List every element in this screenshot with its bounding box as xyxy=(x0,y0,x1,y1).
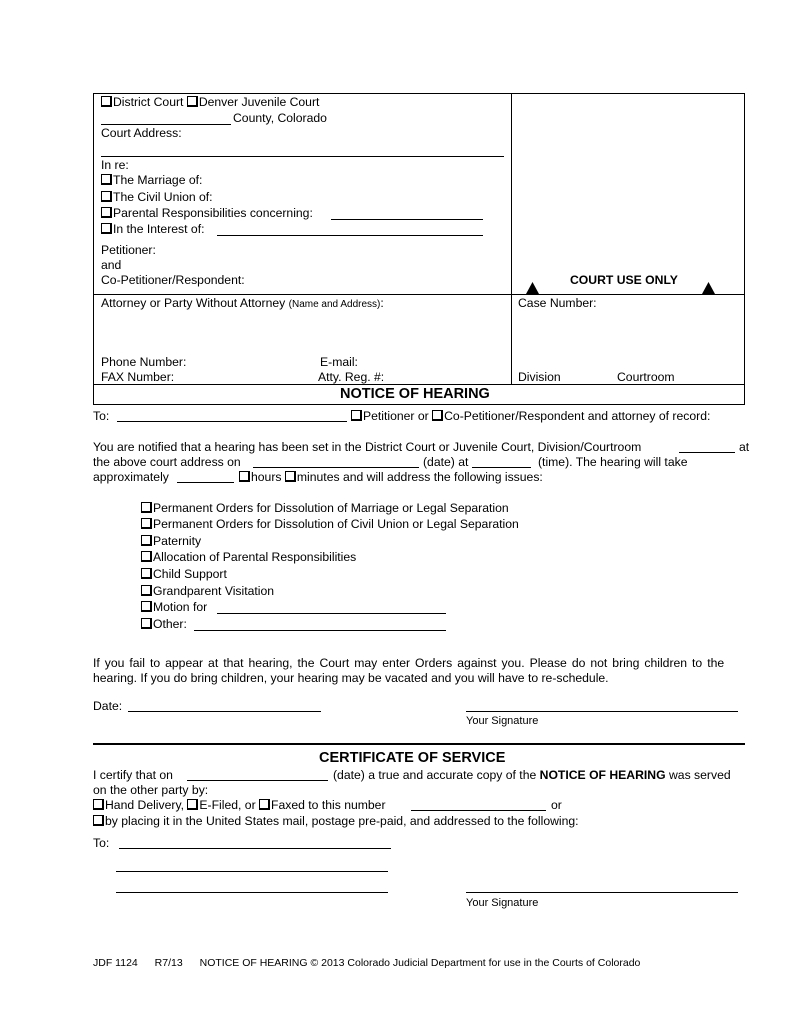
certify-label: I certify that on xyxy=(93,768,173,782)
hand-delivery-label: Hand Delivery, xyxy=(105,798,185,812)
district-court-label: District Court xyxy=(113,95,184,109)
issue-label: Allocation of Parental Responsibilities xyxy=(153,550,357,564)
issue-item xyxy=(141,517,519,531)
attorney-label xyxy=(101,296,384,312)
phone-label: Phone Number: xyxy=(101,355,187,369)
mail-checkbox[interactable] xyxy=(93,815,104,826)
issue-checkbox[interactable] xyxy=(141,585,152,596)
parental-resp-checkbox[interactable] xyxy=(101,207,112,218)
issue-checkbox[interactable] xyxy=(141,551,152,562)
title-bar-right-border xyxy=(744,384,745,405)
fax-label: FAX Number: xyxy=(101,370,175,384)
issue-item xyxy=(141,617,187,631)
other-party-label: on the other party by: xyxy=(93,783,209,797)
hearing-paragraph-line-3: approximately xyxy=(93,470,169,484)
case-number-label: Case Number: xyxy=(518,296,597,310)
attorney-colon: : xyxy=(380,296,384,310)
court-address-label: Court Address: xyxy=(101,126,182,140)
time-label: (time). The hearing will take xyxy=(538,455,688,469)
and-label: and xyxy=(101,258,122,272)
to-blank[interactable] xyxy=(117,421,347,422)
hearing-date-blank[interactable] xyxy=(253,467,419,468)
faxed-checkbox[interactable] xyxy=(259,799,270,810)
date-at-label: (date) at xyxy=(423,455,469,469)
signature-line[interactable] xyxy=(466,711,738,712)
address-blank-1[interactable] xyxy=(119,848,391,849)
issue-checkbox[interactable] xyxy=(141,618,152,629)
petitioner-or-label: Petitioner or xyxy=(363,409,429,423)
warning-line-1: If you fail to appear at that hearing, the Court may enter Orders against you. Please do not bring children to the xyxy=(93,656,725,670)
hearing-paragraph-line-1: You are notified that a hearing has been set in the District Court or Juvenile Court, Division/Courtroom xyxy=(93,440,642,454)
recipient-row xyxy=(351,409,710,423)
interest-of-checkbox[interactable] xyxy=(101,223,112,234)
attorney-label-text: Attorney or Party Without Attorney xyxy=(101,296,286,310)
petitioner-label: Petitioner: xyxy=(101,243,156,257)
hearing-time-blank[interactable] xyxy=(472,467,531,468)
service-method-row xyxy=(93,798,386,812)
your-signature-label: Your Signature xyxy=(466,715,539,727)
efiled-label: E-Filed, or xyxy=(199,798,256,812)
section-divider xyxy=(93,743,745,745)
date-copy-label: (date) a true and accurate copy of the xyxy=(333,768,537,782)
issue-label: Grandparent Visitation xyxy=(153,584,275,598)
court-address-blank[interactable] xyxy=(101,156,504,157)
caption-right-border xyxy=(744,93,745,385)
atty-reg-label: Atty. Reg. #: xyxy=(318,370,385,384)
court-type-row xyxy=(101,95,319,109)
issue-label: Permanent Orders for Dissolution of Marriage or Legal Separation xyxy=(153,501,509,515)
hours-checkbox[interactable] xyxy=(239,471,250,482)
issue-label: Permanent Orders for Dissolution of Civil Union or Legal Separation xyxy=(153,517,519,531)
or-label: or xyxy=(551,798,562,812)
parental-resp-blank[interactable] xyxy=(331,219,483,220)
issue-item xyxy=(141,550,356,564)
to-label: To: xyxy=(93,409,110,423)
duration-units-row xyxy=(239,470,543,484)
courtroom-label: Courtroom xyxy=(617,370,675,384)
caption-left-border xyxy=(93,93,94,405)
date-label: Date: xyxy=(93,699,123,713)
minutes-label: minutes and will address the following issues: xyxy=(296,470,543,484)
certificate-signature-line[interactable] xyxy=(466,892,738,893)
triangle-left-icon xyxy=(526,282,539,294)
hearing-paragraph-line-2: the above court address on xyxy=(93,455,241,469)
notice-title: NOTICE OF HEARING xyxy=(340,386,490,402)
footer-text: NOTICE OF HEARING © 2013 Colorado Judicial Department for use in the Courts of Colorado xyxy=(199,957,641,969)
minutes-checkbox[interactable] xyxy=(285,471,296,482)
duration-blank[interactable] xyxy=(177,482,234,483)
co-petitioner-label: Co-Petitioner/Respondent: xyxy=(101,273,245,287)
faxed-label: Faxed to this number xyxy=(271,798,386,812)
motion-for-blank[interactable] xyxy=(217,613,446,614)
denver-juvenile-court-checkbox[interactable] xyxy=(187,96,198,107)
notice-bold-label: NOTICE OF HEARING xyxy=(539,768,666,782)
form-id: JDF 1124 xyxy=(93,957,138,969)
hours-label: hours xyxy=(251,470,282,484)
was-served-label: was served xyxy=(668,768,731,782)
division-label: Division xyxy=(518,370,561,384)
issue-item xyxy=(141,600,207,614)
parental-resp-row xyxy=(101,206,313,220)
triangle-right-icon xyxy=(702,282,715,294)
issue-item xyxy=(141,501,509,515)
other-blank[interactable] xyxy=(194,630,446,631)
issue-label: Child Support xyxy=(153,567,227,581)
district-court-checkbox[interactable] xyxy=(101,96,112,107)
warning-line-2: hearing. If you do bring children, your hearing may be vacated and you will have to re-schedule. xyxy=(93,671,609,685)
caption-bottom-divider xyxy=(93,384,745,385)
co-petitioner-checkbox[interactable] xyxy=(432,410,443,421)
marriage-row xyxy=(101,173,202,187)
attorney-note: (Name and Address) xyxy=(288,299,381,310)
county-blank[interactable] xyxy=(101,124,231,125)
certificate-your-signature-label: Your Signature xyxy=(466,897,539,909)
footer xyxy=(93,956,640,970)
address-blank-3[interactable] xyxy=(116,892,388,893)
court-use-only-label: COURT USE ONLY xyxy=(570,273,678,287)
issue-checkbox[interactable] xyxy=(141,535,152,546)
parental-resp-label: Parental Responsibilities concerning: xyxy=(113,206,313,220)
at-label: at xyxy=(739,440,750,454)
issue-checkbox[interactable] xyxy=(141,518,152,529)
email-label: E-mail: xyxy=(320,355,358,369)
caption-top-border xyxy=(93,93,745,94)
issue-label: Other: xyxy=(153,617,187,631)
hand-delivery-checkbox[interactable] xyxy=(93,799,104,810)
efiled-checkbox[interactable] xyxy=(187,799,198,810)
mail-row xyxy=(93,814,579,828)
interest-of-label: In the Interest of: xyxy=(113,222,205,236)
civil-union-checkbox[interactable] xyxy=(101,191,112,202)
issue-item xyxy=(141,584,274,598)
issue-checkbox[interactable] xyxy=(141,568,152,579)
revision: R7/13 xyxy=(154,957,183,969)
certify-line-1-rest xyxy=(333,768,731,782)
issue-checkbox[interactable] xyxy=(141,502,152,513)
civil-union-label: The Civil Union of: xyxy=(113,190,213,204)
interest-of-row xyxy=(101,222,204,236)
service-date-blank[interactable] xyxy=(187,780,328,781)
issue-label: Motion for xyxy=(153,600,208,614)
fax-number-blank[interactable] xyxy=(411,810,546,811)
civil-union-row xyxy=(101,190,213,204)
denver-juvenile-court-label: Denver Juvenile Court xyxy=(198,95,320,109)
co-petitioner-record-label: Co-Petitioner/Respondent and attorney of record: xyxy=(444,409,711,423)
petitioner-checkbox[interactable] xyxy=(351,410,362,421)
division-courtroom-blank[interactable] xyxy=(679,452,735,453)
issue-item xyxy=(141,534,201,548)
certificate-to-label: To: xyxy=(93,836,110,850)
address-blank-2[interactable] xyxy=(116,871,388,872)
caption-column-divider xyxy=(511,93,512,385)
certificate-title: CERTIFICATE OF SERVICE xyxy=(319,750,506,766)
mail-label: by placing it in the United States mail, postage pre-paid, and addressed to the following: xyxy=(105,814,579,828)
in-re-label: In re: xyxy=(101,158,129,172)
interest-of-blank[interactable] xyxy=(217,235,483,236)
issue-label: Paternity xyxy=(153,534,202,548)
caption-mid-divider xyxy=(93,294,745,295)
marriage-label: The Marriage of: xyxy=(113,173,203,187)
marriage-checkbox[interactable] xyxy=(101,174,112,185)
title-bar-bottom-border xyxy=(93,404,745,405)
county-label: County, Colorado xyxy=(233,111,327,125)
date-blank[interactable] xyxy=(128,711,321,712)
title-bar-left-border xyxy=(93,384,94,405)
issue-checkbox[interactable] xyxy=(141,601,152,612)
issue-item xyxy=(141,567,227,581)
